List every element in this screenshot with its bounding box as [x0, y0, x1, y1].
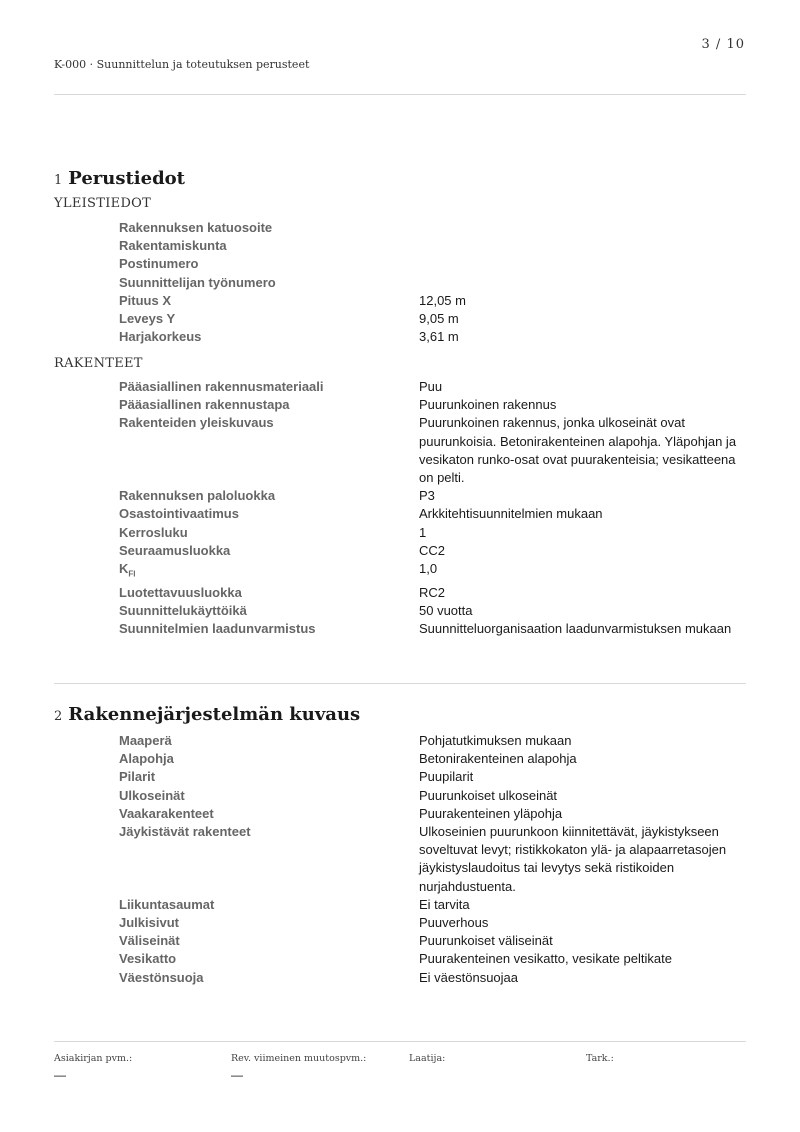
table-row [119, 255, 749, 273]
table-row [119, 292, 749, 310]
row-key [119, 750, 419, 768]
row-key-text: Pääasiallinen rakennustapa [119, 397, 290, 413]
row-value: 50 vuotta [419, 603, 473, 619]
row-key-text: Rakennuksen paloluokka [119, 488, 276, 504]
page-number: 3 / 10 [701, 37, 745, 52]
row-key-text: Pituus X [119, 292, 172, 308]
row-key [119, 969, 419, 987]
table-row [119, 584, 749, 602]
row-key-text: Liikuntasaumat [119, 896, 215, 912]
table-row [119, 274, 749, 292]
row-key-text: Vaakarakenteet [119, 805, 214, 821]
row-key [119, 292, 419, 310]
row-key-text: Kerrosluku [119, 524, 188, 540]
row-key [119, 950, 419, 968]
row-value: P3 [419, 488, 435, 504]
row-key [119, 328, 419, 346]
row-key-subscript: FI [128, 569, 136, 579]
row-key-text: Luotettavuusluokka [119, 584, 242, 600]
asiakirjan-pvm-label: Asiakirjan pvm.: [54, 1053, 133, 1064]
row-key [119, 487, 419, 505]
section-1-title [54, 168, 185, 189]
section-2-heading: Rakennejärjestelmän kuvaus [68, 704, 361, 725]
row-key-text: Rakennuksen katuosoite [119, 220, 273, 235]
table-row [119, 950, 749, 968]
row-key [119, 255, 419, 273]
row-key [119, 805, 419, 823]
table-row [119, 560, 749, 584]
table-row [119, 620, 749, 638]
row-key-text: Väestönsuoja [119, 969, 204, 985]
table-row [119, 768, 749, 786]
section-1-heading: Perustiedot [68, 168, 185, 189]
row-key-text: Väliseinät [119, 933, 180, 949]
table-row [119, 328, 749, 346]
row-key [119, 396, 419, 414]
row-value: 12,05 m [419, 292, 466, 308]
row-key [119, 524, 419, 542]
row-key-text: Harjakorkeus [119, 329, 202, 345]
table-row [119, 414, 749, 487]
row-key [119, 768, 419, 786]
row-key [119, 219, 419, 237]
table-row [119, 823, 749, 896]
rakenteet-heading: RAKENTEET [54, 356, 143, 371]
row-value: 1,0 [419, 561, 438, 577]
row-value [419, 237, 749, 255]
row-value: Puuverhous [419, 915, 489, 931]
row-value: Puurunkoiset väliseinät [419, 933, 553, 949]
row-key-text: Rakenteiden yleiskuvaus [119, 415, 274, 431]
row-key-text: Jäykistävät rakenteet [119, 824, 251, 840]
row-key [119, 274, 419, 292]
table-row [119, 237, 749, 255]
footer-divider [54, 1041, 746, 1042]
row-key-text: Seuraamusluokka [119, 542, 231, 558]
table-row [119, 750, 749, 768]
rakenteet-table [119, 378, 749, 638]
row-value: Ulkoseinien puurunkoon kiinnitettävät, jäykistykseen soveltuvat levyt; ristikkokaton ylä- ja alapaarretasojen jäykistyslaudoitus tai levytys sekä ristikoiden nurjahdustuenta. [419, 824, 727, 894]
row-value: Puu [419, 379, 443, 394]
row-value: Arkkitehtisuunnitelmien mukaan [419, 506, 603, 522]
row-key-text: Ulkoseinät [119, 787, 185, 803]
section-2-number: 2 [54, 709, 63, 724]
row-value: Puupilarit [419, 769, 474, 785]
row-key-text: K [119, 561, 129, 577]
rev-value: — [231, 1068, 243, 1082]
row-key [119, 237, 419, 255]
row-key-text: Suunnittelukäyttöikä [119, 603, 247, 619]
row-key [119, 823, 419, 896]
table-row [119, 219, 749, 237]
table-row [119, 505, 749, 523]
row-value: Suunnitteluorganisaation laadunvarmistuksen mukaan [419, 621, 732, 637]
row-key [119, 896, 419, 914]
row-value: 3,61 m [419, 329, 459, 345]
row-key [119, 584, 419, 602]
row-value: Puurunkoinen rakennus [419, 397, 557, 413]
row-value: Pohjatutkimuksen mukaan [419, 733, 572, 748]
table-row [119, 487, 749, 505]
row-key-text: Alapohja [119, 751, 174, 767]
row-key-text: Julkisivut [119, 915, 179, 931]
row-key-text: Suunnitelmien laadunvarmistus [119, 621, 316, 637]
row-key-text: Pääasiallinen rakennusmateriaali [119, 379, 324, 394]
table-row [119, 805, 749, 823]
row-value: Betonirakenteinen alapohja [419, 751, 577, 767]
tark-label: Tark.: [586, 1053, 614, 1064]
row-key [119, 787, 419, 805]
row-value: Puurakenteinen yläpohja [419, 805, 563, 821]
row-key [119, 560, 419, 584]
table-row [119, 732, 749, 750]
table-row [119, 378, 749, 396]
row-key-text: Vesikatto [119, 951, 177, 967]
row-value [419, 255, 749, 273]
table-row [119, 787, 749, 805]
row-key [119, 602, 419, 620]
row-key [119, 732, 419, 750]
table-row [119, 932, 749, 950]
laatija-label: Laatija: [409, 1053, 446, 1064]
row-key [119, 310, 419, 328]
row-key-text: Pilarit [119, 769, 156, 785]
row-value: 1 [419, 524, 427, 540]
row-key [119, 932, 419, 950]
table-row [119, 602, 749, 620]
row-value: Ei tarvita [419, 896, 470, 912]
header-divider [54, 94, 746, 95]
row-key-text: Maaperä [119, 733, 172, 748]
rev-label: Rev. viimeinen muutospvm.: [231, 1053, 367, 1064]
table-row [119, 310, 749, 328]
rakennejarjestelma-table [119, 732, 749, 987]
section-divider [54, 683, 746, 684]
table-row [119, 914, 749, 932]
row-key [119, 914, 419, 932]
row-key [119, 542, 419, 560]
row-key-text: Suunnittelijan työnumero [119, 274, 276, 290]
row-value: Puurunkoiset ulkoseinät [419, 787, 558, 803]
row-value: RC2 [419, 584, 446, 600]
row-key [119, 620, 419, 638]
document-title: K-000 · Suunnittelun ja toteutuksen perusteet [54, 58, 310, 71]
row-value: Puurunkoinen rakennus, jonka ulkoseinät ovat puurunkoisia. Betonirakenteinen alapohja. Yläpohjan ja vesikaton runko-osat ovat puurakenteisia; vesikatteena on pelti. [419, 415, 737, 486]
table-row [119, 524, 749, 542]
section-2-title [54, 704, 360, 725]
row-key [119, 378, 419, 396]
table-row [119, 396, 749, 414]
yleistiedot-table [119, 219, 749, 346]
row-key-text: Postinumero [119, 256, 199, 272]
row-key-text: Rakentamiskunta [119, 238, 227, 254]
yleistiedot-heading: YLEISTIEDOT [54, 196, 152, 211]
table-row [119, 969, 749, 987]
row-value: Ei väestönsuojaa [419, 969, 519, 985]
table-row [119, 896, 749, 914]
row-value: 9,05 m [419, 311, 459, 327]
row-key [119, 414, 419, 487]
row-value [419, 274, 749, 292]
row-value: Puurakenteinen vesikatto, vesikate peltikate [419, 951, 672, 967]
row-value: CC2 [419, 542, 446, 558]
row-value [419, 219, 749, 237]
section-1-number: 1 [54, 173, 63, 188]
row-key-text: Osastointivaatimus [119, 506, 239, 522]
row-key-text: Leveys Y [119, 311, 176, 327]
table-row [119, 542, 749, 560]
asiakirjan-pvm-value: — [54, 1068, 66, 1082]
row-key [119, 505, 419, 523]
